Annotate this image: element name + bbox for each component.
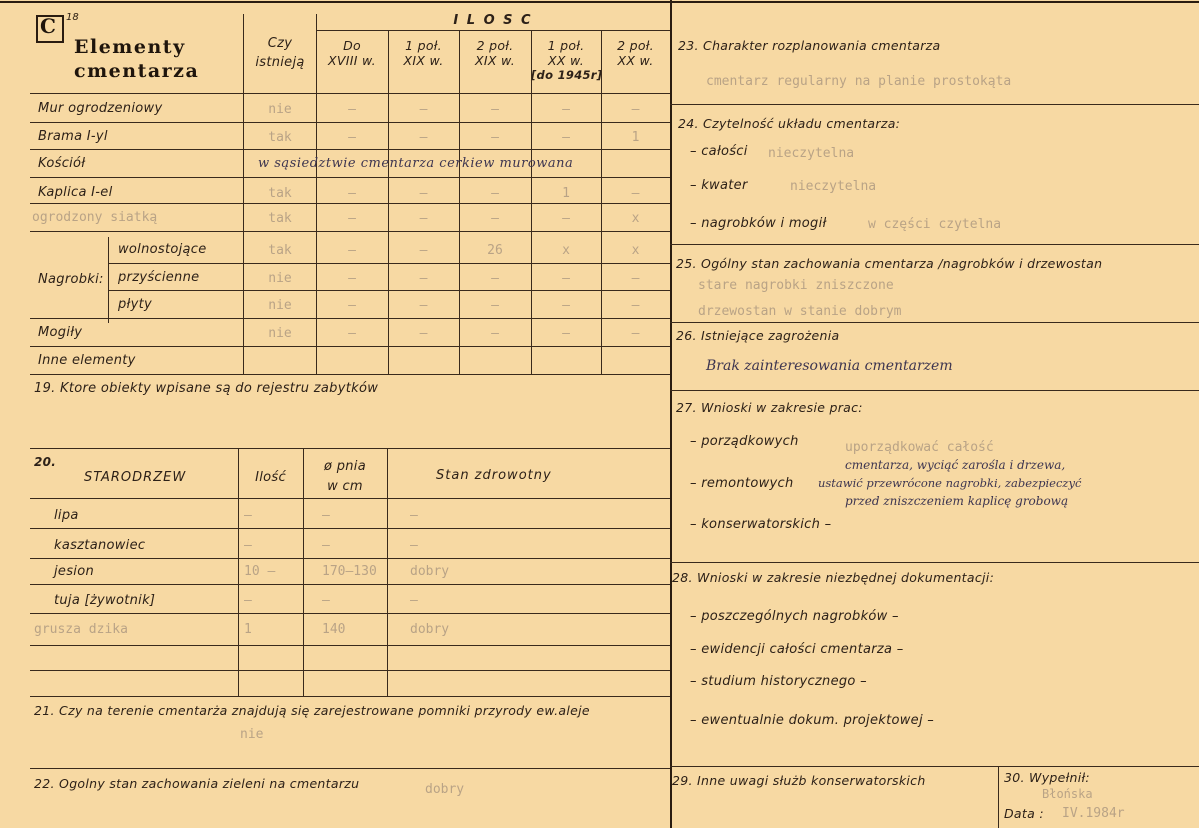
q21-label: 21. Czy na terenie cmentarża znajdują się zarejestrowane pomniki przyrody ew.aleje: [34, 703, 590, 718]
grid-line: [30, 498, 670, 499]
ilosc-col-2-heading: XIX w.: [403, 53, 444, 68]
q24-kwater-answer: nieczytelna: [790, 179, 877, 194]
q25-answer-2: drzewostan w stanie dobrym: [698, 304, 902, 319]
element-label-3: Kaplica I-el: [38, 185, 113, 200]
element-value-1-1: –: [419, 130, 428, 145]
section-letter: C: [40, 14, 58, 38]
tree-stan-4: dobry: [410, 622, 450, 637]
ilosc-col-3-heading: XIX w.: [475, 53, 515, 68]
element-value-7-2: –: [491, 298, 499, 313]
element-value-5-3: x: [562, 243, 570, 258]
ilosc-col-heading: Ilość: [255, 470, 286, 485]
q22-answer: dobry: [425, 782, 465, 797]
element-value-6-1: –: [419, 271, 428, 286]
grid-line: [30, 231, 670, 232]
element-value-3-1: –: [419, 186, 428, 201]
q21-answer: nie: [240, 727, 264, 742]
q28-item-1: – poszczególnych nagrobków –: [690, 609, 899, 624]
grid-line: [30, 374, 670, 375]
q27-remontowych: – remontowych: [690, 476, 794, 491]
grid-line: [30, 558, 670, 559]
q28-item-2: – ewidencji całości cmentarza –: [690, 642, 904, 657]
tree-name-3: tuja [żywotnik]: [54, 593, 156, 608]
ilosc-col-5-heading: 2 poł.: [617, 38, 654, 53]
q30-date-label: Data :: [1004, 806, 1044, 821]
tree-pien-0: –: [322, 508, 330, 523]
grid-line: [30, 318, 670, 319]
ilosc-col-4-heading: 1 poł.: [547, 38, 585, 53]
grid-line: [30, 93, 670, 94]
element-czy-1: tak: [268, 130, 292, 145]
grid-line: [108, 290, 670, 291]
element-label-4: ogrodzony siatką: [32, 210, 158, 225]
element-value-0-0: –: [348, 102, 356, 117]
grid-line: [30, 149, 670, 150]
element-czy-8: nie: [268, 326, 292, 341]
tree-pien-1: –: [322, 538, 330, 553]
element-value-5-4: x: [631, 243, 640, 258]
ilosc-col-5-heading: XX w.: [617, 53, 654, 68]
grid-line: [531, 30, 532, 374]
element-value-8-3: –: [562, 326, 570, 341]
grid-line: [30, 203, 670, 204]
grid-line: [30, 613, 670, 614]
center-divider: [670, 0, 672, 828]
element-value-8-2: –: [491, 326, 499, 341]
element-value-7-0: –: [348, 298, 356, 313]
element-value-3-2: –: [491, 186, 499, 201]
element-value-4-2: –: [491, 211, 499, 226]
starodrzew-heading: STARODRZEW: [84, 470, 187, 485]
element-czy-6: nie: [268, 271, 292, 286]
q30-date: IV.1984r: [1062, 806, 1125, 821]
grid-line: [30, 670, 670, 671]
title-line-2: cmentarza: [74, 60, 200, 82]
grid-line: [388, 30, 389, 374]
ilosc-col-4-heading: XX w.: [548, 53, 584, 68]
element-czy-5: tak: [268, 243, 292, 258]
kosciol-handwritten-note: w sąsiedztwie cmentarza cerkiew murowana: [258, 156, 574, 171]
q27-porzadkowych: – porządkowych: [690, 434, 799, 449]
q27-label: 27. Wnioski w zakresie prac:: [676, 400, 863, 415]
tree-pien-3: –: [322, 593, 330, 608]
pien-col-heading-2: w cm: [327, 479, 363, 494]
ilosc-heading: I L O S C: [453, 13, 533, 28]
top-border: [0, 1, 1199, 3]
stan-col-heading: Stan zdrowotny: [436, 468, 552, 483]
element-value-0-3: –: [562, 102, 570, 117]
element-value-6-0: –: [348, 271, 356, 286]
q28-item-3: – studium historycznego –: [690, 674, 867, 689]
q24-kwater: – kwater: [690, 178, 748, 193]
q30-label: 30. Wypełnił:: [1004, 770, 1090, 785]
grid-line: [108, 237, 109, 323]
grid-line: [601, 30, 602, 374]
q26-answer: Brak zainteresowania cmentarzem: [706, 358, 953, 374]
element-value-1-3: –: [562, 130, 570, 145]
grid-line: [303, 448, 304, 696]
element-value-5-0: –: [348, 243, 356, 258]
element-label-9: Inne elementy: [38, 353, 136, 368]
element-label-5: wolnostojące: [118, 242, 207, 257]
q27-porzadkowych-answer: uporządkować całość: [845, 440, 994, 455]
element-label-0: Mur ogrodzeniowy: [38, 101, 163, 116]
element-value-6-3: –: [562, 271, 570, 286]
element-value-8-1: –: [419, 326, 428, 341]
element-value-8-0: –: [348, 326, 356, 341]
q24-label: 24. Czytelność układu cmentarza:: [678, 116, 901, 131]
nagrobki-label: Nagrobki:: [38, 272, 104, 287]
grid-line: [108, 263, 670, 264]
grid-line: [316, 30, 670, 31]
tree-stan-2: dobry: [410, 564, 450, 579]
element-value-0-1: –: [419, 102, 428, 117]
grid-line: [387, 448, 388, 696]
q28-label: 28. Wnioski w zakresie niezbędnej dokumentacji:: [672, 570, 995, 585]
element-value-4-3: –: [562, 211, 570, 226]
element-value-6-2: –: [491, 271, 499, 286]
grid-line: [459, 30, 460, 374]
grid-line: [238, 448, 239, 696]
element-value-8-4: –: [631, 326, 640, 341]
ilosc-col-1-heading: XVIII w.: [328, 53, 376, 68]
q24-nagrobkow-answer: w części czytelna: [868, 217, 1002, 232]
element-value-0-2: –: [491, 102, 499, 117]
section-number: 18: [66, 12, 79, 23]
grid-line: [670, 766, 1199, 767]
element-value-1-2: –: [491, 130, 499, 145]
tree-stan-0: –: [410, 508, 418, 523]
element-czy-7: nie: [268, 298, 292, 313]
element-value-7-3: –: [562, 298, 570, 313]
q26-label: 26. Istniejące zagrożenia: [676, 328, 840, 343]
q27-remontowych-answer-2: przed zniszczeniem kaplicę grobową: [845, 494, 1069, 508]
grid-line: [30, 448, 670, 449]
ilosc-col-2-heading: 1 poł.: [405, 38, 442, 53]
grid-line: [30, 346, 670, 347]
grid-line: [30, 696, 670, 697]
grid-line: [30, 645, 670, 646]
element-value-3-3: 1: [562, 186, 570, 201]
element-value-4-0: –: [348, 211, 356, 226]
pien-col-heading-1: ø pnia: [324, 459, 366, 474]
element-value-5-1: –: [419, 243, 428, 258]
grid-line: [670, 104, 1199, 105]
tree-stan-3: –: [410, 593, 418, 608]
ilosc-col-4-heading: [do 1945r]: [531, 68, 603, 82]
element-value-4-1: –: [419, 211, 428, 226]
grid-line: [30, 177, 670, 178]
title-line-1: Elementy: [74, 36, 186, 58]
q23-label: 23. Charakter rozplanowania cmentarza: [678, 38, 941, 53]
element-value-1-0: –: [348, 130, 356, 145]
ilosc-col-1-heading: Do: [343, 38, 361, 53]
element-value-7-4: –: [631, 298, 640, 313]
element-value-3-4: –: [631, 186, 640, 201]
grid-line: [998, 766, 999, 828]
grid-line: [30, 768, 670, 769]
czy-heading-1: Czy: [267, 36, 293, 51]
grid-line: [670, 562, 1199, 563]
q28-item-4: – ewentualnie dokum. projektowej –: [690, 713, 935, 728]
element-czy-4: tak: [268, 211, 292, 226]
element-czy-3: tak: [268, 186, 292, 201]
element-label-2: Kościół: [38, 156, 86, 171]
q29-label: 29. Inne uwagi służb konserwatorskich: [672, 773, 926, 788]
grid-line: [30, 584, 670, 585]
czy-heading-2: istnieją: [255, 55, 305, 70]
q24-calosci: – całości: [690, 144, 748, 159]
element-value-4-4: x: [631, 211, 640, 226]
tree-pien-2: 170–130: [322, 564, 377, 579]
element-value-3-0: –: [348, 186, 356, 201]
element-label-8: Mogiły: [38, 325, 83, 340]
q20-number: 20.: [34, 455, 57, 469]
ilosc-col-3-heading: 2 poł.: [476, 38, 514, 53]
element-value-1-4: 1: [631, 130, 640, 145]
element-value-7-1: –: [419, 298, 428, 313]
q27-porzadkowych-answer-2: cmentarza, wyciąć zarośla i drzewa,: [845, 458, 1066, 472]
element-label-7: płyty: [118, 297, 152, 312]
tree-ilosc-3: –: [244, 593, 252, 608]
q24-nagrobkow: – nagrobków i mogił: [690, 216, 827, 231]
grid-line: [670, 390, 1199, 391]
grid-line: [670, 244, 1199, 245]
tree-name-4: grusza dzika: [34, 622, 128, 637]
tree-ilosc-0: –: [244, 508, 252, 523]
tree-name-0: lipa: [54, 508, 79, 523]
q27-konserwatorskich: – konserwatorskich –: [690, 517, 832, 532]
q24-calosci-answer: nieczytelna: [768, 146, 855, 161]
grid-line: [30, 528, 670, 529]
q19-label: 19. Ktore obiekty wpisane są do rejestru zabytków: [34, 381, 379, 396]
element-value-0-4: –: [631, 102, 640, 117]
q30-name: Błońska: [1042, 787, 1093, 801]
grid-line: [670, 322, 1199, 323]
tree-stan-1: –: [410, 538, 418, 553]
element-label-1: Brama I-yl: [38, 129, 108, 144]
tree-name-1: kasztanowiec: [54, 538, 146, 553]
grid-line: [30, 122, 670, 123]
tree-name-2: jesion: [54, 564, 94, 579]
tree-ilosc-1: –: [244, 538, 252, 553]
q22-label: 22. Ogolny stan zachowania zieleni na cmentarzu: [34, 776, 360, 791]
tree-pien-4: 140: [322, 622, 346, 637]
q23-answer: cmentarz regularny na planie prostokąta: [706, 74, 1012, 89]
q27-remontowych-answer: ustawić przewrócone nagrobki, zabezpieczyć: [818, 476, 1082, 490]
element-czy-0: nie: [268, 102, 292, 117]
q25-answer-1: stare nagrobki zniszczone: [698, 278, 894, 293]
tree-ilosc-2: 10 –: [244, 564, 276, 579]
element-label-6: przyścienne: [118, 270, 200, 285]
element-value-6-4: –: [631, 271, 640, 286]
tree-ilosc-4: 1: [244, 622, 252, 637]
element-value-5-2: 26: [487, 243, 503, 258]
q25-label: 25. Ogólny stan zachowania cmentarza /nagrobków i drzewostan: [676, 256, 1103, 271]
